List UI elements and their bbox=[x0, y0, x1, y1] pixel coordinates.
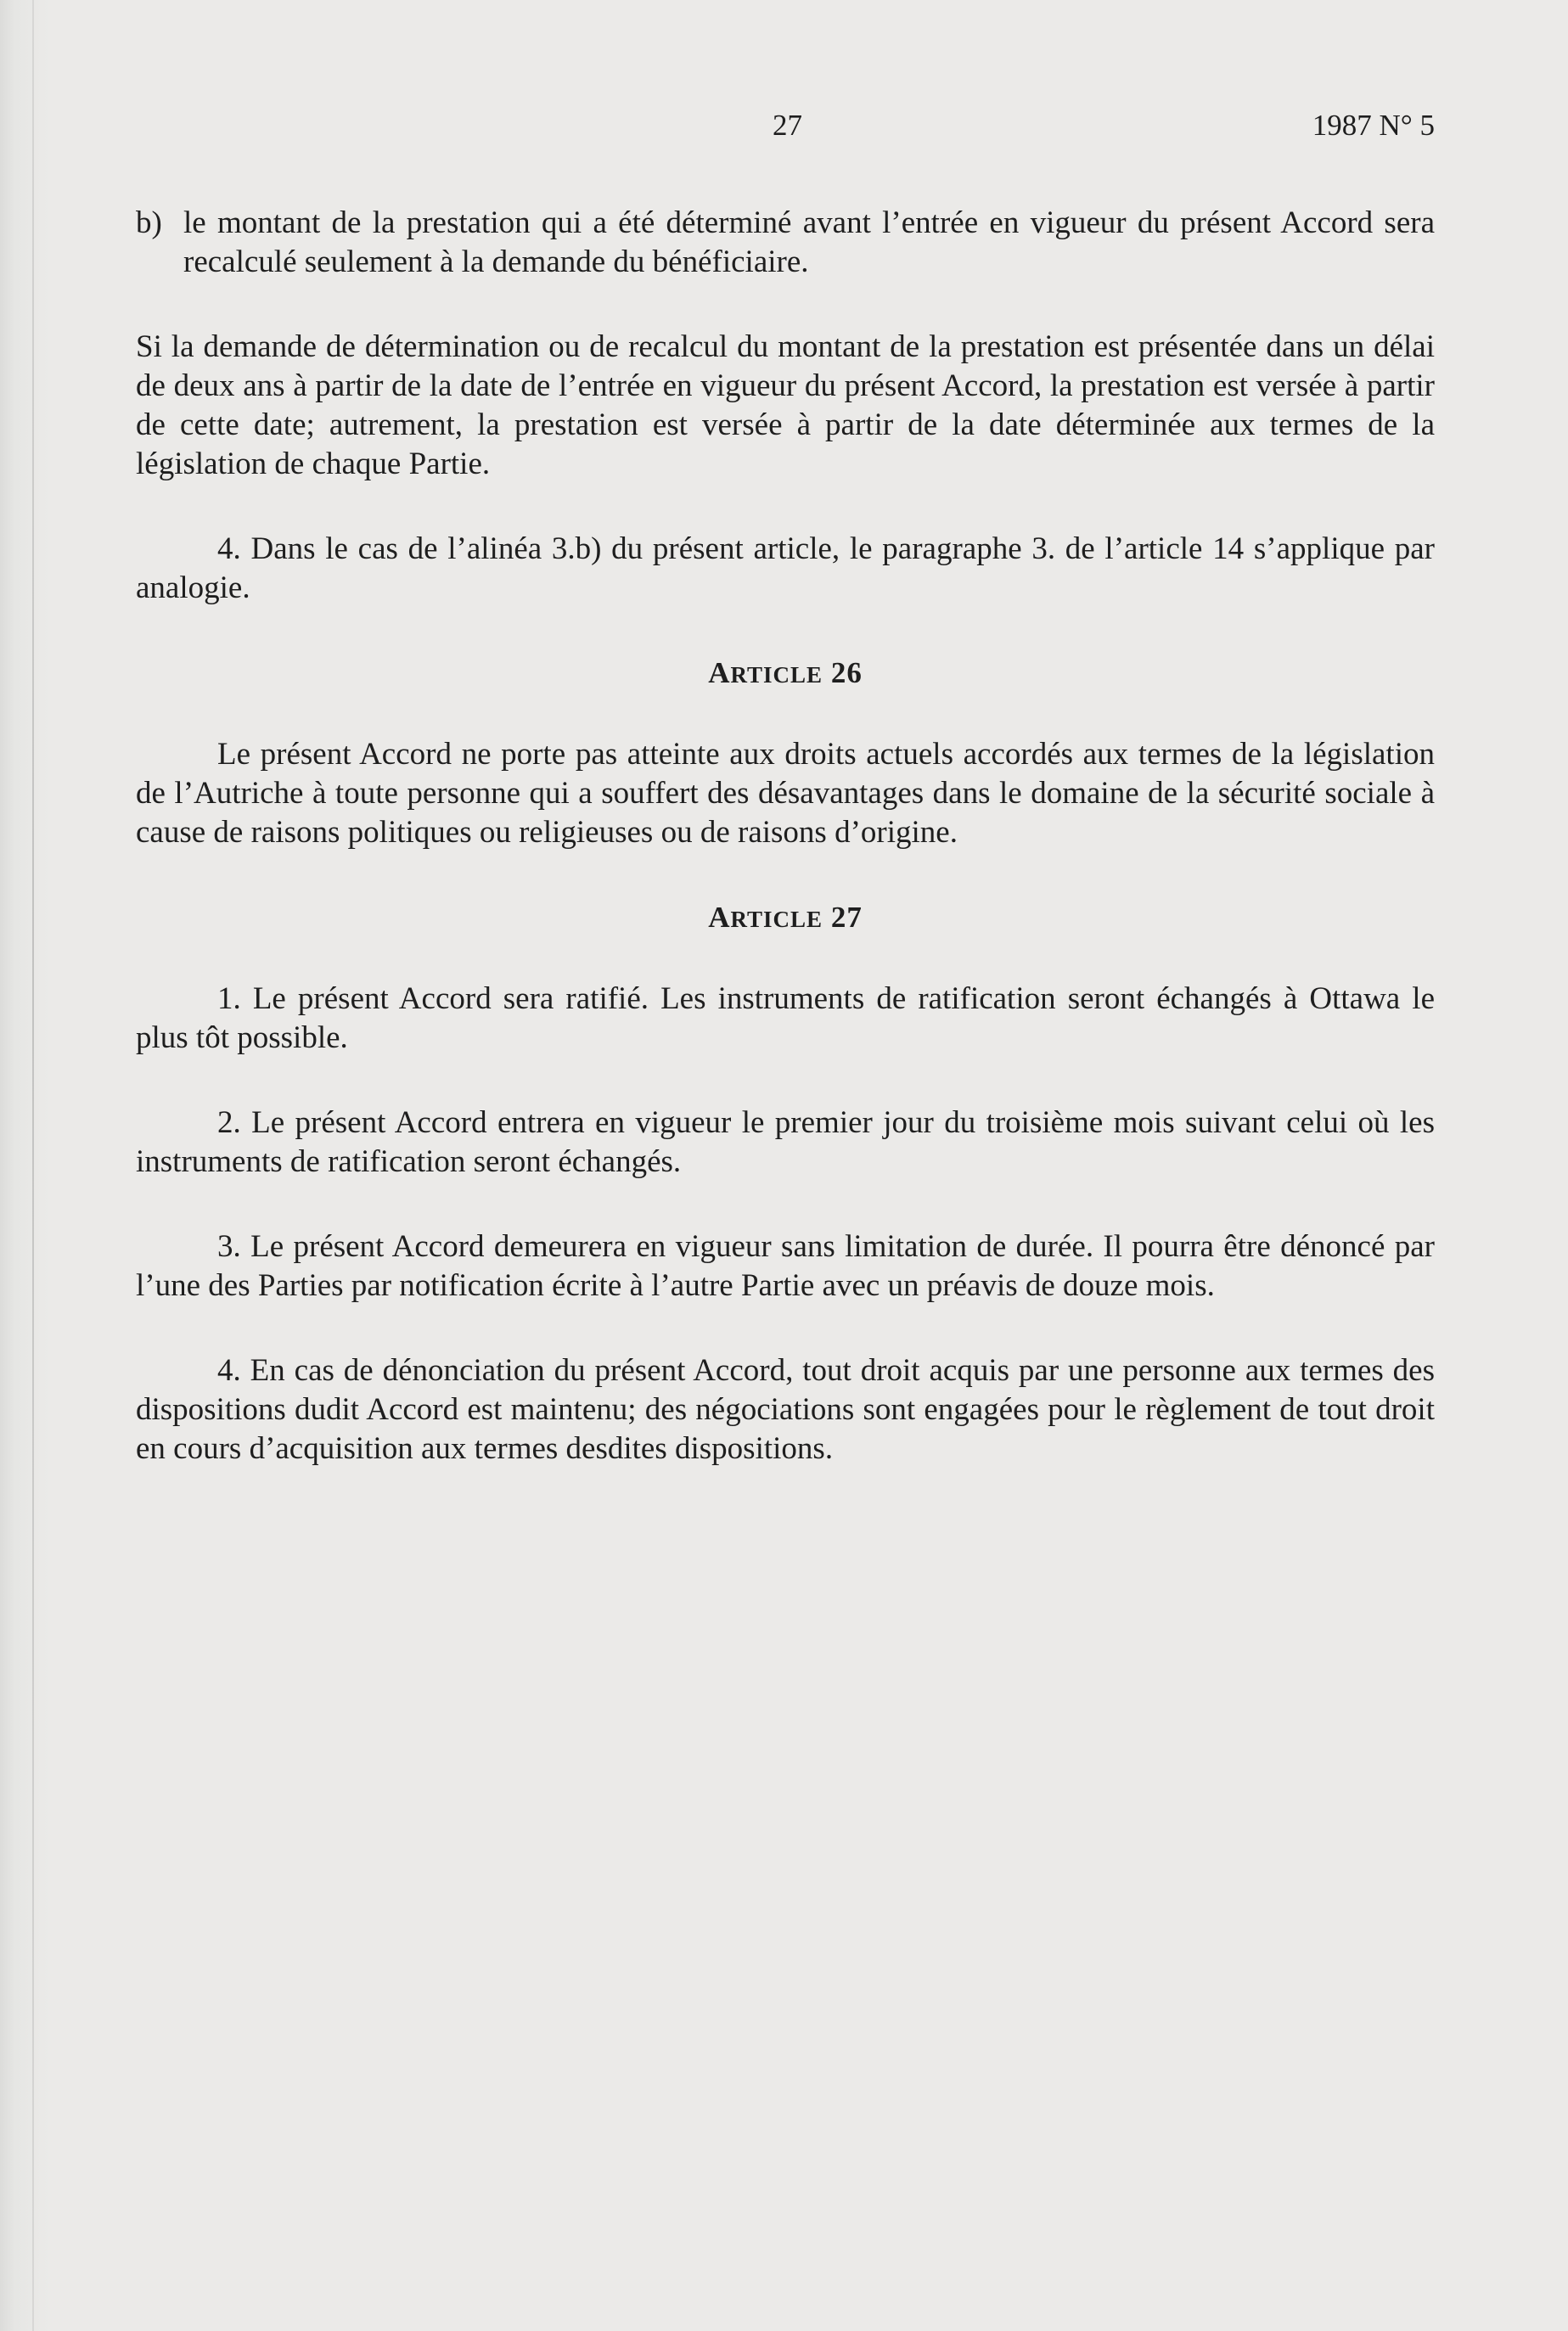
clause-4-analogy: 4. Dans le cas de l’alinéa 3.b) du présent article, le paragraphe 3. de l’article 14 s’applique par analogie. bbox=[136, 531, 1435, 605]
list-marker: b) bbox=[136, 205, 162, 240]
heading-smallcaps: RTICLE bbox=[730, 907, 823, 932]
binding-edge bbox=[32, 0, 34, 2331]
document-reference: 1987 N° 5 bbox=[1312, 109, 1435, 142]
article-27-heading bbox=[136, 898, 1435, 939]
heading-smallcaps: RTICLE bbox=[730, 662, 823, 688]
heading-initial: A bbox=[708, 901, 731, 934]
article-27-clause-1: 1. Le présent Accord sera ratifié. Les instruments de ratification seront échangés à Ottawa le plus tôt possible. bbox=[136, 981, 1435, 1055]
page-body bbox=[136, 204, 1435, 1514]
article-27-clause-3: 3. Le présent Accord demeurera en vigueur sans limitation de durée. Il pourra être dénoncé par l’une des Parties par notification écrite à l’autre Partie avec un préavis de douze mois. bbox=[136, 1229, 1435, 1303]
article-26-heading bbox=[136, 654, 1435, 694]
heading-number: 26 bbox=[830, 656, 863, 689]
page-number: 27 bbox=[773, 109, 802, 142]
list-item-text: le montant de la prestation qui a été déterminé avant l’entrée en vigueur du présent Accord sera recalculé seulement à la demande du bénéficiaire. bbox=[183, 205, 1435, 279]
paragraph-application-delay: Si la demande de détermination ou de recalcul du montant de la prestation est présentée dans un délai de deux ans à partir de la date de l’entrée en vigueur du présent Accord, la prestation est versée à partir de cette date; autrement, la prestation est versée à partir de la date déterminée aux termes de la législation de chaque Partie. bbox=[136, 329, 1435, 481]
list-item-b bbox=[136, 204, 1435, 282]
article-26-text: Le présent Accord ne porte pas atteinte aux droits actuels accordés aux termes de la législation de l’Autriche à toute personne qui a souffert des désavantages dans le domaine de la sécurité sociale à cause de raisons politiques ou religieuses ou de raisons d’origine. bbox=[136, 737, 1435, 850]
heading-number: 27 bbox=[830, 901, 863, 934]
article-27-clause-4: 4. En cas de dénonciation du présent Accord, tout droit acquis par une personne aux termes des dispositions dudit Accord est maintenu; des négociations sont engagées pour le règlement de tout droit en cours d’acquisition aux termes desdites dispositions. bbox=[136, 1353, 1435, 1466]
article-27-clause-2: 2. Le présent Accord entrera en vigueur le premier jour du troisième mois suivant celui où les instruments de ratification seront échangés. bbox=[136, 1105, 1435, 1179]
page-header bbox=[136, 109, 1435, 151]
heading-initial: A bbox=[708, 656, 731, 689]
